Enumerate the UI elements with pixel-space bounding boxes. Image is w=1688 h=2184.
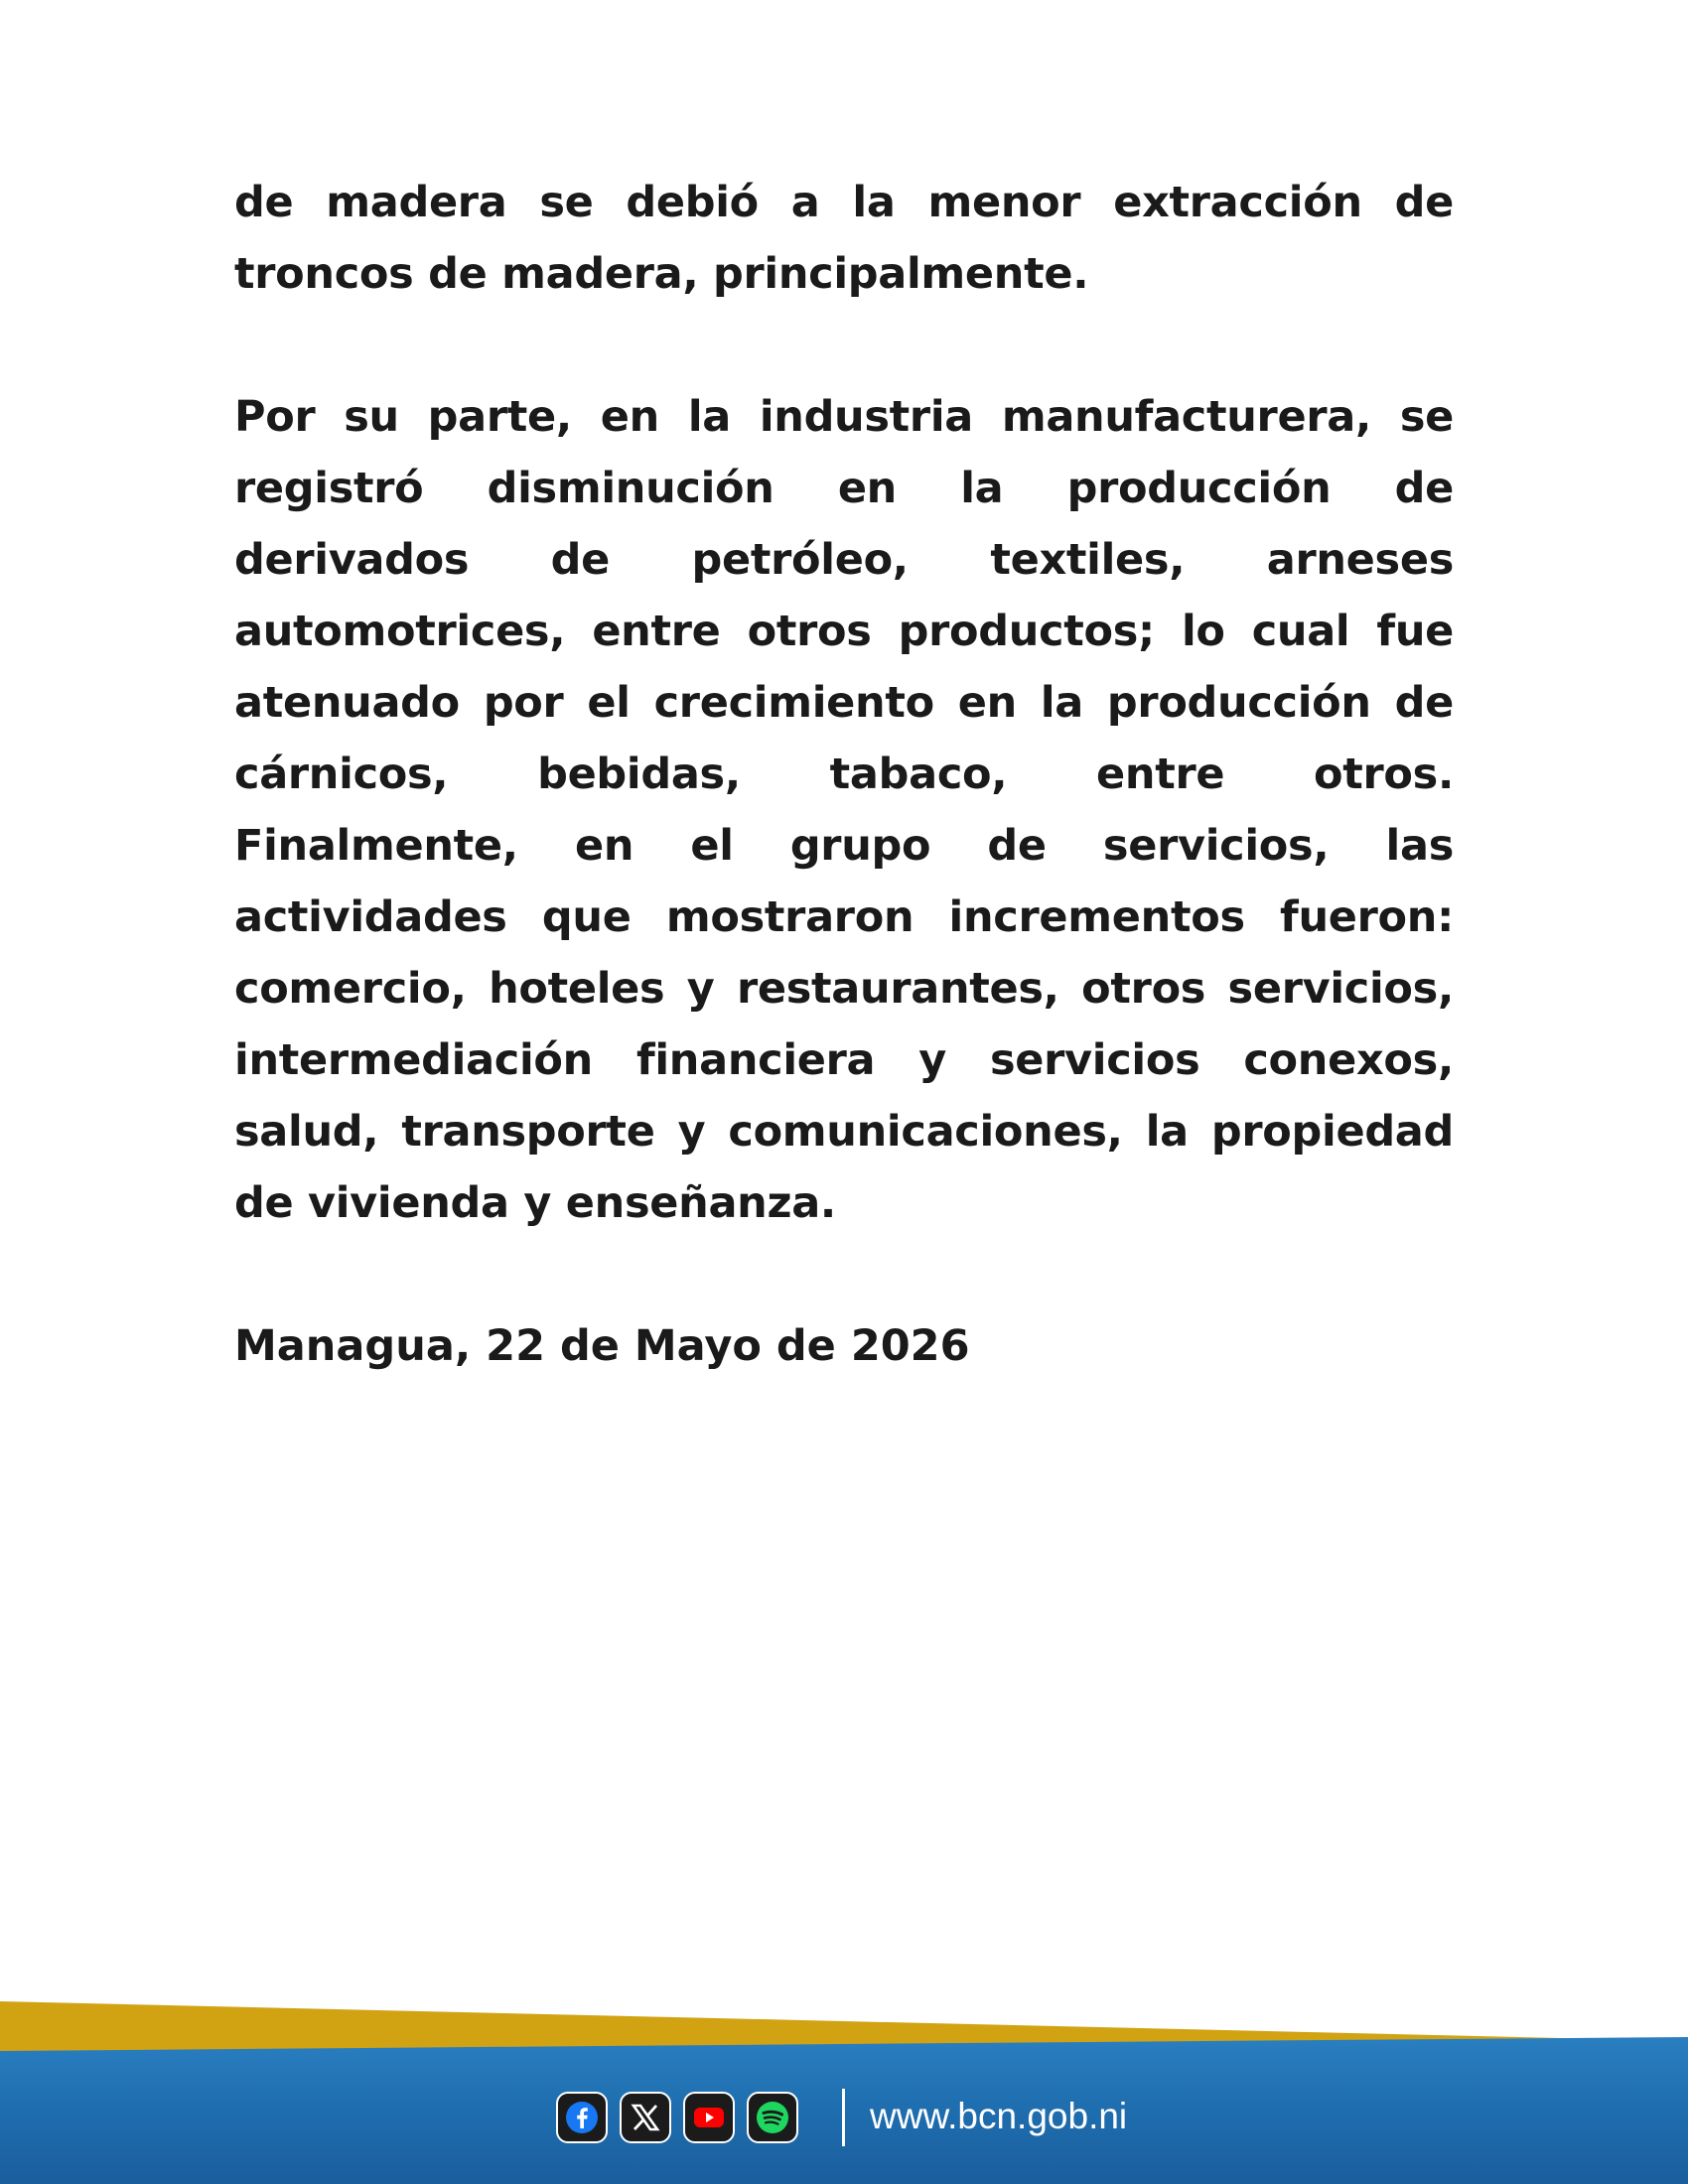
website-link[interactable]: www.bcn.gob.ni <box>870 2096 1128 2136</box>
footer-divider <box>842 2089 845 2146</box>
spotify-icon[interactable] <box>747 2092 798 2143</box>
document-body <box>234 167 1454 1382</box>
x-icon[interactable] <box>620 2092 671 2143</box>
social-icons <box>556 2092 798 2143</box>
youtube-icon[interactable] <box>683 2092 735 2143</box>
facebook-icon[interactable] <box>556 2092 608 2143</box>
paragraph-2: Por su parte, en la industria manufacturera, se registró disminución en la producción de derivados de petróleo, textiles, arneses automotrices, entre otros productos; lo cual fue atenuado por el crecimiento en la producción de cárnicos, bebidas, tabaco, entre otros. Finalmente, en el grupo de servicios, las actividades que mostraron incrementos fueron: comercio, hoteles y restaurantes, otros servicios, intermediación financiera y servicios conexos, salud, transporte y comunicaciones, la propiedad de vivienda y enseñanza. <box>234 392 1454 1228</box>
paragraph-1: de madera se debió a la menor extracción de troncos de madera, principalmente. <box>234 178 1454 299</box>
date-line: Managua, 22 de Mayo de 2026 <box>234 1321 970 1371</box>
